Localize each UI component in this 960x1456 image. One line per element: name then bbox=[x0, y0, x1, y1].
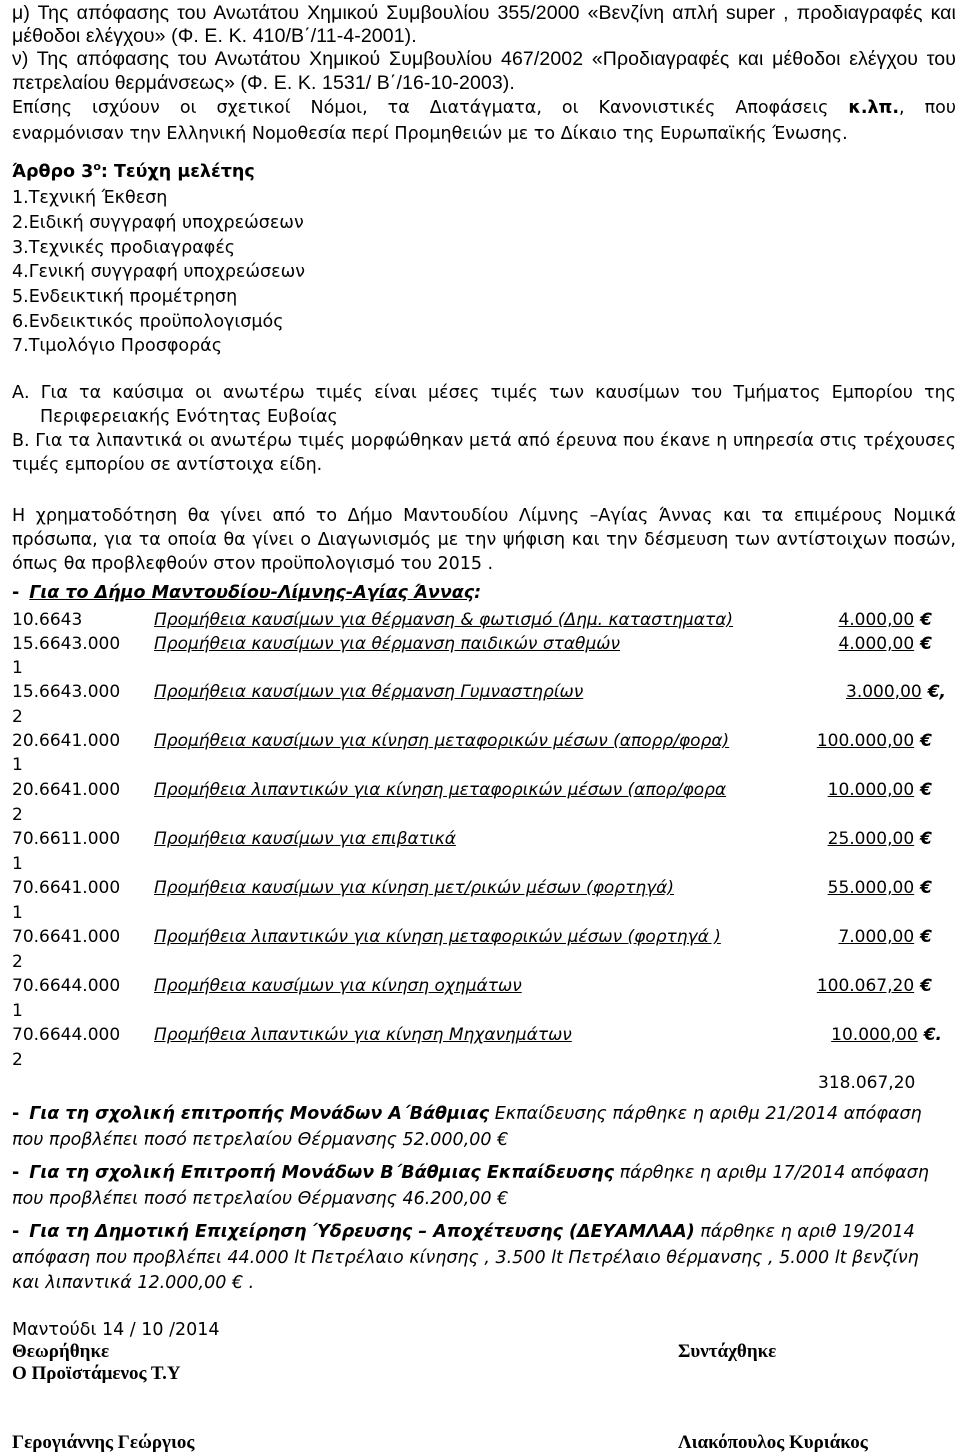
table-row bbox=[12, 1025, 956, 1047]
article-item: 7.Τιμολόγιο Προσφοράς bbox=[12, 336, 222, 356]
budget-code: 20.6641.000 bbox=[12, 731, 121, 751]
budget-description: Προμήθεια καυσίμων για θέρμανση & φωτισμό (Δημ. καταστηματα) bbox=[154, 610, 734, 630]
article-item: 2.Ειδική συγγραφή υποχρεώσεων bbox=[12, 213, 304, 233]
funding-line-3: όπως θα προβλεφθούν στον προϋπολογισμό του 2015 . bbox=[12, 554, 494, 574]
school-b-title: Για τη σχολική Επιτροπή Μονάδων Β΄Βάθμιας Εκπαίδευσης bbox=[29, 1163, 614, 1183]
euro-symbol: € bbox=[920, 731, 932, 751]
school-b-text: πάρθηκε η αριθμ 17/2014 απόφαση bbox=[614, 1163, 929, 1183]
budget-amount bbox=[828, 780, 932, 800]
school-b-line-1 bbox=[12, 1163, 929, 1183]
budget-description: Προμήθεια λιπαντικών για κίνηση μεταφορικών μέσων (απορ/φορα bbox=[154, 780, 727, 800]
budget-amount bbox=[838, 610, 932, 630]
head-name: Γερογιάννης Γεώργιος bbox=[12, 1432, 195, 1453]
note-b-line-1: Β. Για τα λιπαντικά οι ανωτέρω τιμές μορφώθηκαν μετά από έρευνα που έκανε η υπηρεσία στις τρέχουσες bbox=[12, 431, 956, 451]
euro-symbol: € bbox=[920, 976, 932, 996]
budget-description: Προμήθεια καυσίμων για επιβατικά bbox=[154, 829, 456, 849]
budget-code-suffix: 1 bbox=[12, 658, 23, 678]
table-row bbox=[12, 976, 956, 998]
euro-symbol: €. bbox=[923, 1025, 942, 1045]
budget-code-suffix: 1 bbox=[12, 854, 23, 874]
municipality-heading-colon: : bbox=[474, 583, 482, 603]
budget-description: Προμήθεια καυσίμων για κίνηση μεταφορικών μέσων (απορρ/φορα) bbox=[154, 731, 730, 751]
table-row bbox=[12, 927, 956, 949]
euro-symbol: € bbox=[920, 878, 932, 898]
budget-amount bbox=[838, 634, 932, 654]
budget-amount-value: 100.067,20 bbox=[816, 976, 915, 996]
budget-amount-value: 55.000,00 bbox=[827, 878, 915, 898]
budget-amount-value: 100.000,00 bbox=[816, 731, 915, 751]
budget-amount-value: 4.000,00 bbox=[838, 610, 915, 630]
budget-description: Προμήθεια λιπαντικών για κίνηση μεταφορικών μέσων (φορτηγά ) bbox=[154, 927, 721, 947]
intro-line-4: πετρελαίου θερμάνσεως» (Φ. Ε. Κ. 1531/ Β΄/16-10-2003). bbox=[12, 72, 515, 94]
head-title: Ο Προϊστάμενος Τ.Υ bbox=[12, 1363, 181, 1384]
budget-code-suffix: 1 bbox=[12, 903, 23, 923]
budget-description: Προμήθεια λιπαντικών για κίνηση Μηχανημάτων bbox=[154, 1025, 572, 1045]
intro-line-5-end: , που bbox=[899, 98, 956, 118]
budget-amount-value: 4.000,00 bbox=[838, 634, 915, 654]
reviewed-label: Θεωρήθηκε bbox=[12, 1341, 110, 1362]
budget-amount-value: 10.000,00 bbox=[827, 780, 915, 800]
intro-line-5-etc: κ.λπ. bbox=[848, 98, 900, 118]
budget-amount bbox=[817, 731, 932, 751]
article-heading bbox=[12, 160, 255, 182]
budget-code: 70.6644.000 bbox=[12, 976, 121, 996]
budget-amount-value: 7.000,00 bbox=[838, 927, 915, 947]
intro-line-3: ν) Της απόφασης του Ανωτάτου Χημικού Συμβουλίου 467/2002 «Προδιαγραφές και μέθοδοι ελέγχου του bbox=[12, 48, 956, 70]
budget-total: 318.067,20 bbox=[818, 1073, 916, 1093]
note-b-line-2: τιμές εμπορίου σε αντίστοιχα είδη. bbox=[12, 455, 323, 475]
funding-line-1: Η χρηματοδότηση θα γίνει από το Δήμο Μαντουδίου Λίμνης –Αγίας Άννας και τα επιμέρους Νομικά bbox=[12, 506, 956, 526]
intro-line-5-text: Επίσης ισχύουν οι σχετικοί Νόμοι, τα Διατάγματα, οι Κανονιστικές Αποφάσεις bbox=[12, 98, 849, 118]
budget-code: 15.6643.000 bbox=[12, 634, 121, 654]
school-a-line-1 bbox=[12, 1104, 922, 1124]
intro-line-1: μ) Της απόφασης του Ανωτάτου Χημικού Συμβουλίου 355/2000 «Βενζίνη απλή super , προδιαγραφές και bbox=[12, 2, 956, 24]
budget-amount bbox=[846, 682, 946, 702]
budget-description: Προμήθεια καυσίμων για κίνηση οχημάτων bbox=[154, 976, 522, 996]
table-row bbox=[12, 780, 956, 802]
article-item: 3.Τεχνικές προδιαγραφές bbox=[12, 238, 236, 258]
article-item: 6.Ενδεικτικός προϋπολογισμός bbox=[12, 312, 284, 332]
budget-description: Προμήθεια καυσίμων για κίνηση μετ/ρικών μέσων (φορτηγά) bbox=[154, 878, 675, 898]
budget-amount bbox=[828, 878, 932, 898]
euro-symbol: € bbox=[920, 829, 932, 849]
municipality-heading-label: Για το Δήμο Μαντουδίου-Λίμνης-Αγίας Άννας bbox=[29, 583, 475, 603]
deyamlaa-text: πάρθηκε η αριθ 19/2014 bbox=[694, 1222, 915, 1242]
table-row bbox=[12, 634, 956, 656]
budget-code: 15.6643.000 bbox=[12, 682, 121, 702]
euro-symbol: € bbox=[920, 780, 932, 800]
article-heading-sup: ο bbox=[93, 160, 101, 173]
budget-code: 70.6641.000 bbox=[12, 927, 121, 947]
budget-amount bbox=[838, 927, 932, 947]
dash-bullet: - bbox=[12, 1222, 20, 1242]
municipality-heading-text bbox=[29, 583, 481, 603]
budget-code-suffix: 2 bbox=[12, 805, 23, 825]
table-row bbox=[12, 829, 956, 851]
school-a-line-2: που προβλέπει ποσό πετρελαίου Θέρμανσης 52.000,00 € bbox=[12, 1130, 509, 1150]
deyamlaa-title: Για τη Δημοτική Επιχείρηση Ύδρευσης – Αποχέτευσης (ΔΕΥΑΜΛΑΑ) bbox=[29, 1222, 695, 1242]
article-item: 4.Γενική συγγραφή υποχρεώσεων bbox=[12, 262, 306, 282]
article-item: 1.Τεχνική Έκθεση bbox=[12, 188, 168, 208]
budget-code-suffix: 1 bbox=[12, 1001, 23, 1021]
municipality-heading bbox=[12, 583, 481, 603]
intro-line-5 bbox=[12, 98, 956, 118]
table-row bbox=[12, 610, 956, 632]
budget-code-suffix: 2 bbox=[12, 952, 23, 972]
budget-code: 20.6641.000 bbox=[12, 780, 121, 800]
article-heading-title: : Τεύχη μελέτης bbox=[100, 161, 255, 182]
table-row bbox=[12, 731, 956, 753]
budget-description: Προμήθεια καυσίμων για θέρμανση Γυμναστηρίων bbox=[154, 682, 584, 702]
article-heading-text: Άρθρο 3 bbox=[12, 161, 94, 182]
budget-code-suffix: 2 bbox=[12, 707, 23, 727]
intro-line-2: μέθοδοι ελέγχου» (Φ. Ε. Κ. 410/Β΄/11-4-2001). bbox=[12, 25, 417, 47]
budget-amount-value: 25.000,00 bbox=[827, 829, 915, 849]
deyamlaa-line-3: και λιπαντικά 12.000,00 € . bbox=[12, 1273, 255, 1293]
euro-symbol: €, bbox=[927, 682, 946, 702]
euro-symbol: € bbox=[920, 634, 932, 654]
table-row bbox=[12, 878, 956, 900]
budget-code: 10.6643 bbox=[12, 610, 83, 630]
deyamlaa-line-1 bbox=[12, 1222, 915, 1242]
budget-code: 70.6611.000 bbox=[12, 829, 121, 849]
budget-code: 70.6644.000 bbox=[12, 1025, 121, 1045]
dash-bullet: - bbox=[12, 1104, 20, 1124]
table-row bbox=[12, 682, 956, 704]
note-a-line-2: Περιφερειακής Ενότητας Ευβοίας bbox=[40, 407, 338, 427]
euro-symbol: € bbox=[920, 927, 932, 947]
budget-amount-value: 10.000,00 bbox=[831, 1025, 918, 1045]
school-a-text: Εκπαίδευσης πάρθηκε η αριθμ 21/2014 απόφαση bbox=[489, 1104, 922, 1124]
budget-description: Προμήθεια καυσίμων για θέρμανση παιδικών σταθμών bbox=[154, 634, 620, 654]
dash-bullet: - bbox=[12, 1163, 20, 1183]
dash-bullet: - bbox=[12, 583, 20, 603]
compiled-label: Συντάχθηκε bbox=[678, 1341, 777, 1362]
euro-symbol: € bbox=[920, 610, 932, 630]
school-b-line-2: που προβλέπει ποσό πετρελαίου Θέρμανσης 46.200,00 € bbox=[12, 1189, 509, 1209]
place-date: Μαντούδι 14 / 10 /2014 bbox=[12, 1320, 220, 1340]
author-name: Λιακόπουλος Κυριάκος bbox=[678, 1432, 868, 1453]
budget-code: 70.6641.000 bbox=[12, 878, 121, 898]
intro-line-6: εναρμόνισαν την Ελληνική Νομοθεσία περί Προμηθειών με το Δίκαιο της Ευρωπαϊκής Ένωσης. bbox=[12, 124, 848, 144]
article-item: 5.Ενδεικτική προμέτρηση bbox=[12, 287, 238, 307]
note-a-line-1: Α. Για τα καύσιμα οι ανωτέρω τιμές είναι μέσες τιμές των καυσίμων του Τμήματος Εμπορίου της bbox=[12, 383, 956, 403]
budget-amount bbox=[828, 829, 932, 849]
budget-amount-value: 3.000,00 bbox=[846, 682, 922, 702]
budget-amount bbox=[831, 1025, 942, 1045]
school-a-title: Για τη σχολική επιτροπής Μονάδων Α΄Βάθμιας bbox=[29, 1104, 490, 1124]
budget-amount bbox=[817, 976, 932, 996]
budget-code-suffix: 1 bbox=[12, 755, 23, 775]
deyamlaa-line-2: απόφαση που προβλέπει 44.000 lt Πετρέλαιο κίνησης , 3.500 lt Πετρέλαιο θέρμανσης , 5.000 lt βενζίνη bbox=[12, 1248, 919, 1268]
funding-line-2: πρόσωπα, για τα οποία θα γίνει ο Διαγωνισμός με την ψήφιση και την δέσμευση των αντίστοιχων ποσών, bbox=[12, 530, 956, 550]
budget-code-suffix: 2 bbox=[12, 1050, 23, 1070]
